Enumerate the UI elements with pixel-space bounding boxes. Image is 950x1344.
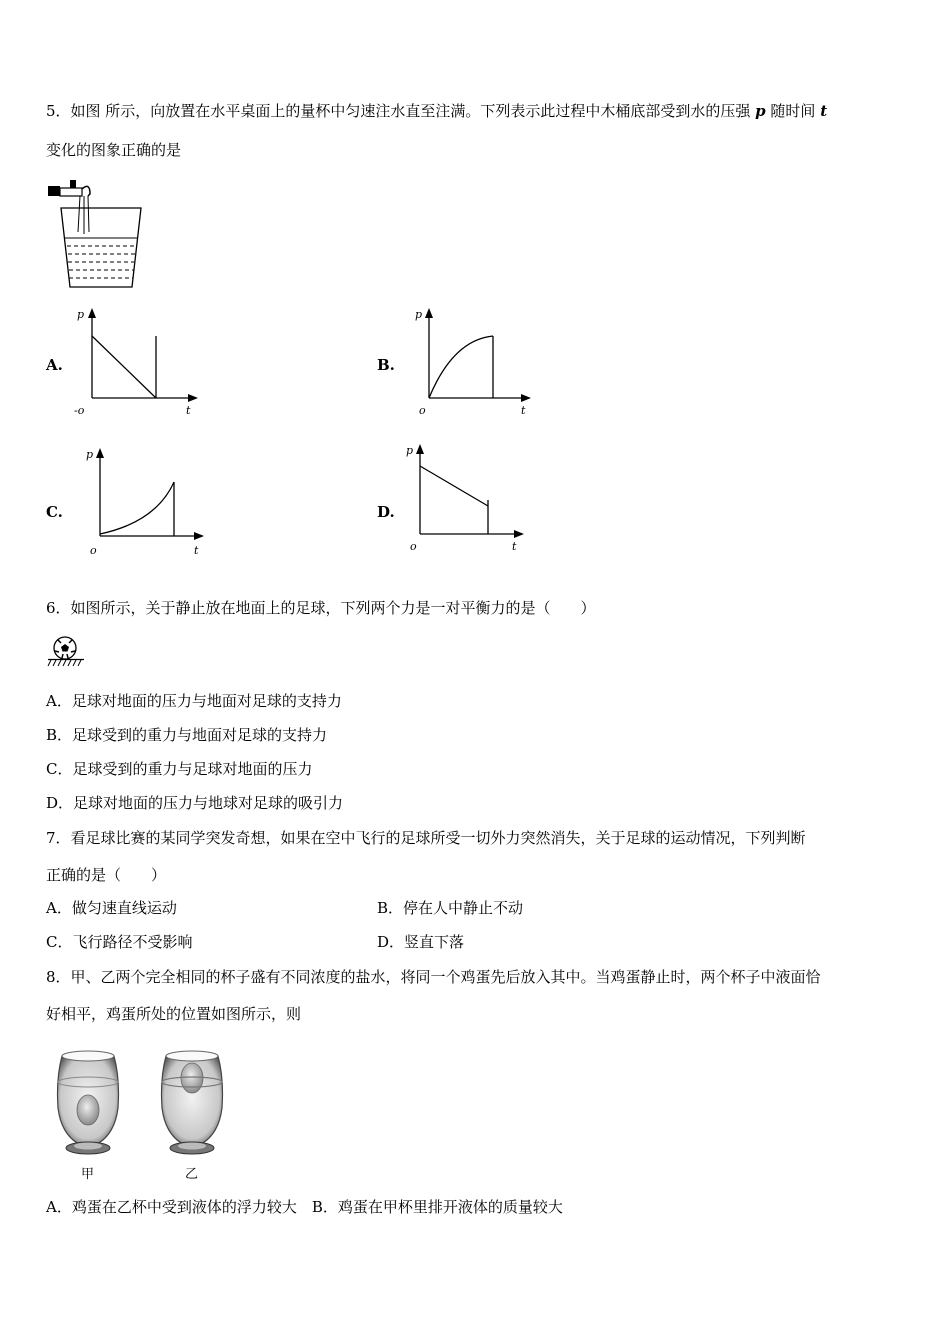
q5-stem-mid: 随时间 bbox=[770, 102, 816, 120]
graph-b-origin-label: o bbox=[419, 404, 426, 417]
cup-label-jia: 甲 bbox=[81, 1167, 95, 1182]
graph-b bbox=[413, 306, 538, 421]
graph-d-t-label: t bbox=[512, 540, 517, 553]
q5-option-c-label: C. bbox=[46, 503, 63, 521]
graph-c-origin-label: o bbox=[90, 544, 97, 557]
q7-option-b: B．停在人中静止不动 bbox=[377, 899, 524, 917]
q6-stem: 6．如图所示，关于静止放在地面上的足球，下列两个力是一对平衡力的是（ ） bbox=[46, 599, 596, 617]
egg-cups-figure bbox=[50, 1048, 240, 1183]
egg-in-yi bbox=[181, 1063, 203, 1093]
graph-a-p-label: p bbox=[77, 308, 85, 321]
graph-c-t-label: t bbox=[194, 544, 199, 557]
egg-in-jia bbox=[77, 1095, 99, 1125]
graph-a bbox=[74, 306, 199, 421]
q6-option-c: C．足球受到的重力与足球对地面的压力 bbox=[46, 760, 313, 778]
q7-stem-line2: 正确的是（ ） bbox=[46, 866, 167, 884]
q5-stem-line2: 变化的图象正确的是 bbox=[46, 141, 182, 159]
q5-stem-line1 bbox=[46, 101, 827, 121]
q7-option-a: A．做匀速直线运动 bbox=[46, 899, 177, 917]
q5-option-d-label: D. bbox=[377, 503, 395, 521]
graph-c bbox=[84, 446, 209, 561]
graph-c-p-label: p bbox=[86, 448, 94, 461]
q6-option-a: A．足球对地面的压力与地面对足球的支持力 bbox=[46, 692, 342, 710]
q5-var-p: p bbox=[755, 102, 766, 120]
q7-option-c: C．飞行路径不受影响 bbox=[46, 933, 193, 951]
q5-option-b-label: B. bbox=[377, 356, 395, 374]
graph-d-origin-label: o bbox=[410, 540, 417, 553]
soccer-ball-figure bbox=[46, 636, 86, 668]
q5-var-t: t bbox=[820, 102, 828, 120]
q8-stem-line1: 8．甲、乙两个完全相同的杯子盛有不同浓度的盐水，将同一个鸡蛋先后放入其中。当鸡蛋静止时，两个杯子中液面恰 bbox=[46, 968, 821, 986]
graph-d-p-label: p bbox=[406, 444, 414, 457]
beaker-figure bbox=[44, 172, 149, 292]
graph-b-t-label: t bbox=[521, 404, 526, 417]
cup-label-yi: 乙 bbox=[185, 1167, 199, 1182]
graph-a-origin-label: -o bbox=[74, 404, 85, 417]
q5-option-a-label: A. bbox=[46, 356, 63, 374]
q8-stem-line2: 好相平，鸡蛋所处的位置如图所示，则 bbox=[46, 1005, 302, 1023]
graph-a-t-label: t bbox=[186, 404, 191, 417]
graph-d bbox=[404, 442, 529, 557]
graph-b-p-label: p bbox=[415, 308, 423, 321]
q5-stem-text: 5．如图 所示，向放置在水平桌面上的量杯中匀速注水直至注满。下列表示此过程中木桶底部受到水的压强 bbox=[46, 102, 751, 120]
q6-option-b: B．足球受到的重力与地面对足球的支持力 bbox=[46, 726, 328, 744]
q8-options-line: A．鸡蛋在乙杯中受到液体的浮力较大 B．鸡蛋在甲杯里排开液体的质量较大 bbox=[46, 1198, 563, 1216]
q6-option-d: D．足球对地面的压力与地球对足球的吸引力 bbox=[46, 794, 344, 812]
q7-option-d: D．竖直下落 bbox=[377, 933, 465, 951]
q7-stem-line1: 7．看足球比赛的某同学突发奇想，如果在空中飞行的足球所受一切外力突然消失，关于足球的运动情况，下列判断 bbox=[46, 829, 806, 847]
